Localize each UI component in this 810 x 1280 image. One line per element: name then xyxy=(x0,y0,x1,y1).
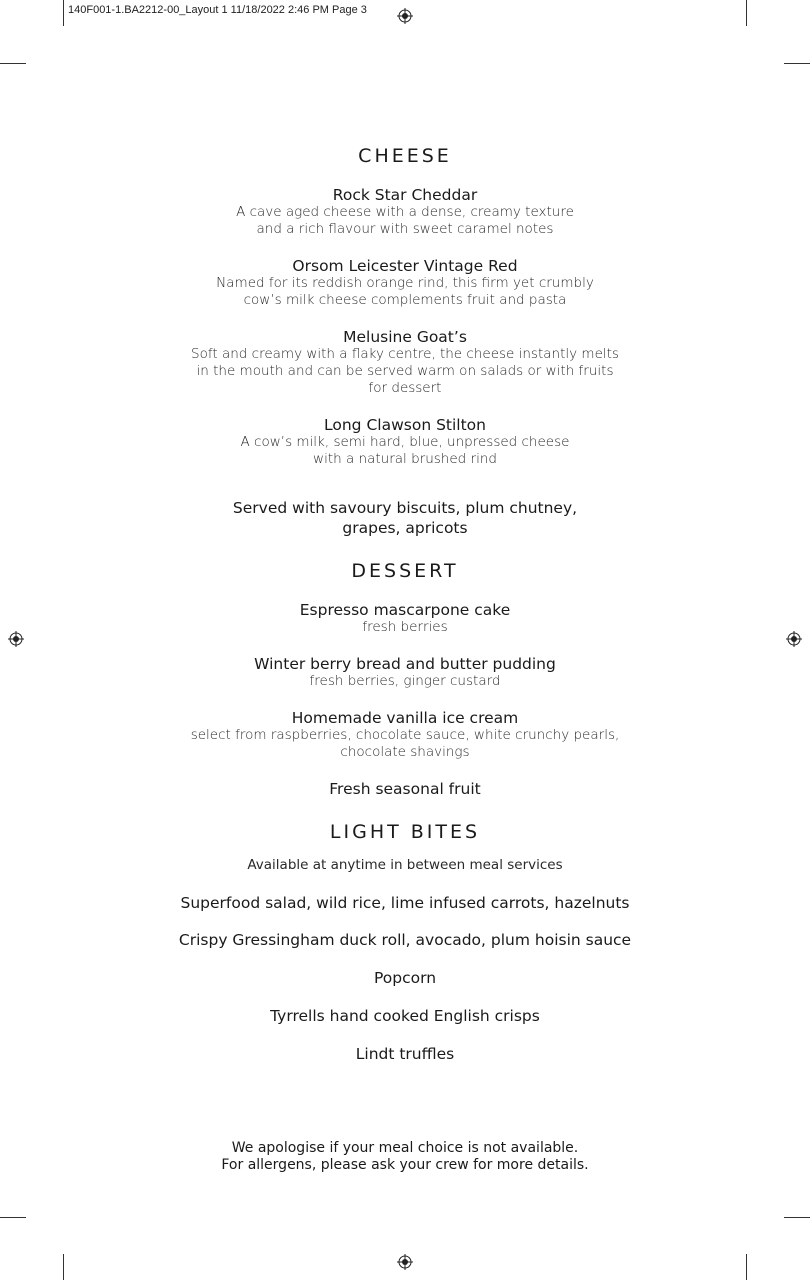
crop-mark xyxy=(746,1254,747,1280)
footer-line: For allergens, please ask your crew for more details. xyxy=(221,1157,589,1173)
item-description: A cave aged cheese with a dense, creamy texture and a rich flavour with sweet caramel notes xyxy=(236,204,574,237)
section-title-dessert: DESSERT xyxy=(351,560,459,582)
item-name: Orsom Leicester Vintage Red xyxy=(292,257,518,275)
light-bite-item: Lindt truffles xyxy=(355,1045,455,1063)
item-name: Winter berry bread and butter pudding xyxy=(254,655,556,673)
footer-line: We apologise if your meal choice is not available. xyxy=(231,1140,579,1156)
registration-mark-icon xyxy=(397,1254,413,1270)
item-name: Espresso mascarpone cake xyxy=(299,601,511,619)
item-description: Named for its reddish orange rind, this firm yet crumbly cow’s milk cheese complements fruit and pasta xyxy=(216,275,594,308)
item-description: fresh berries, ginger custard xyxy=(309,673,501,689)
item-description: A cow’s milk, semi hard, blue, unpressed cheese with a natural brushed rind xyxy=(240,434,570,467)
light-bite-item: Popcorn xyxy=(373,969,437,987)
crop-mark xyxy=(63,1254,64,1280)
crop-mark xyxy=(784,63,810,64)
item-name: Homemade vanilla ice cream xyxy=(291,709,519,727)
footer-note xyxy=(0,1140,810,1174)
light-bites-note: Available at anytime in between meal services xyxy=(247,857,563,873)
section-title-light-bites: LIGHT BITES xyxy=(329,821,481,843)
crop-mark xyxy=(746,0,747,26)
menu-item xyxy=(0,328,810,397)
light-bite-item: Crispy Gressingham duck roll, avocado, plum hoisin sauce xyxy=(178,931,632,949)
menu-item xyxy=(0,186,810,238)
crop-mark xyxy=(0,63,26,64)
menu-item xyxy=(0,601,810,636)
menu-item xyxy=(0,257,810,309)
menu-item xyxy=(0,416,810,468)
menu-item xyxy=(0,709,810,761)
item-description: Soft and creamy with a flaky centre, the cheese instantly melts in the mouth and can be served warm on salads or with fruits for dessert xyxy=(191,346,619,396)
light-bite-item: Superfood salad, wild rice, lime infused carrots, hazelnuts xyxy=(180,894,630,912)
item-description: fresh berries xyxy=(362,619,448,635)
item-name: Long Clawson Stilton xyxy=(324,416,486,434)
item-name: Melusine Goat’s xyxy=(343,328,467,346)
print-slug: 140F001-1.BA2212-00_Layout 1 11/18/2022 2:46 PM Page 3 xyxy=(68,4,367,16)
crop-mark xyxy=(63,0,64,26)
menu-item xyxy=(0,780,810,798)
cheese-served-with: Served with savoury biscuits, plum chutney, grapes, apricots xyxy=(232,499,578,537)
item-name: Rock Star Cheddar xyxy=(332,186,478,204)
section-title-cheese: CHEESE xyxy=(358,145,452,167)
crop-mark xyxy=(0,1217,26,1218)
menu-item xyxy=(0,655,810,690)
light-bite-item: Tyrrells hand cooked English crisps xyxy=(270,1007,540,1025)
crop-mark xyxy=(784,1217,810,1218)
item-description: select from raspberries, chocolate sauce, white crunchy pearls, chocolate shavings xyxy=(190,727,620,760)
item-name: Fresh seasonal fruit xyxy=(329,780,481,798)
registration-mark-icon xyxy=(397,8,413,24)
